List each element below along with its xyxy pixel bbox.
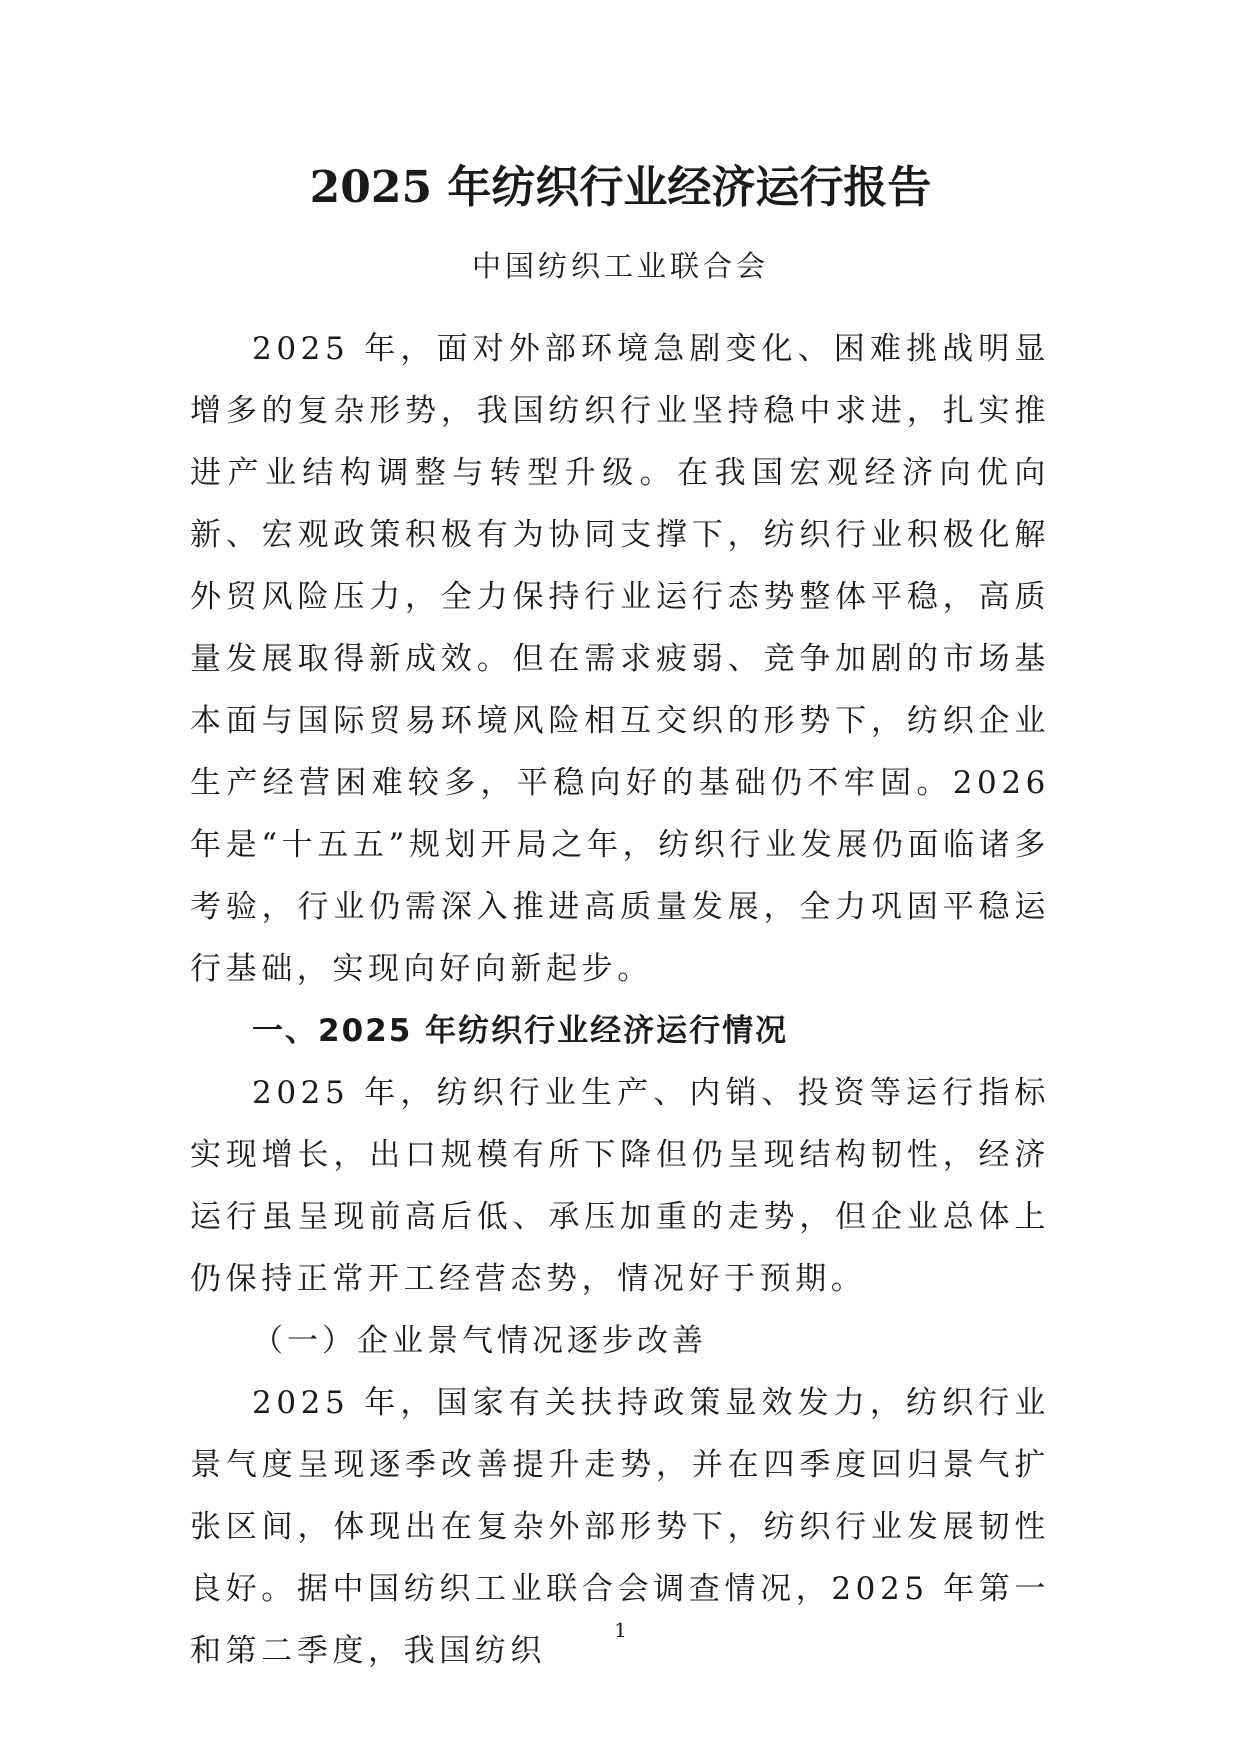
subsection-heading: （一）企业景气情况逐步改善 xyxy=(252,1323,707,1359)
paragraph-intro: 2025 年，面对外部环境急剧变化、困难挑战明显增多的复杂形势，我国纺织行业坚持稳中求进，扎实推进产业结构调整与转型升级。在我国宏观经济向优向新、宏观政策积极有为协同支撑下，纺织行业积极化解外贸风险压力，全力保持行业运行态势整体平稳，高质量发展取得新成效。但在需求疲弱、竞争加剧的市场基本面与国际贸易环境风险相互交织的形势下，纺织企业生产经营困难较多，平稳向好的基础仍不牢固。2026 年是“十五五”规划开局之年，纺织行业发展仍面临诸多考验，行业仍需深入推进高质量发展，全力巩固平稳运行基础，实现向好向新起步。 xyxy=(190,331,1050,987)
section-heading: 一、2025 年纺织行业经济运行情况 xyxy=(252,1013,789,1049)
page-number: 1 xyxy=(614,1618,627,1642)
paragraph-subsection: 2025 年，国家有关扶持政策显效发力，纺织行业景气度呈现逐季改善提升走势，并在四季度回归景气扩张区间，体现出在复杂外部形势下，纺织行业发展韧性良好。据中国纺织工业联合会调查情况，2025 年第一和第二季度，我国纺织 xyxy=(190,1385,1050,1669)
document-title: 2025 年纺织行业经济运行报告 xyxy=(309,162,932,213)
document-author: 中国纺织工业联合会 xyxy=(471,249,769,283)
paragraph-section-overview: 2025 年，纺织行业生产、内销、投资等运行指标实现增长，出口规模有所下降但仍呈现结构韧性，经济运行虽呈现前高后低、承压加重的走势，但企业总体上仍保持正常开工经营态势，情况好于预期。 xyxy=(190,1075,1050,1297)
document-body xyxy=(190,318,1050,1682)
